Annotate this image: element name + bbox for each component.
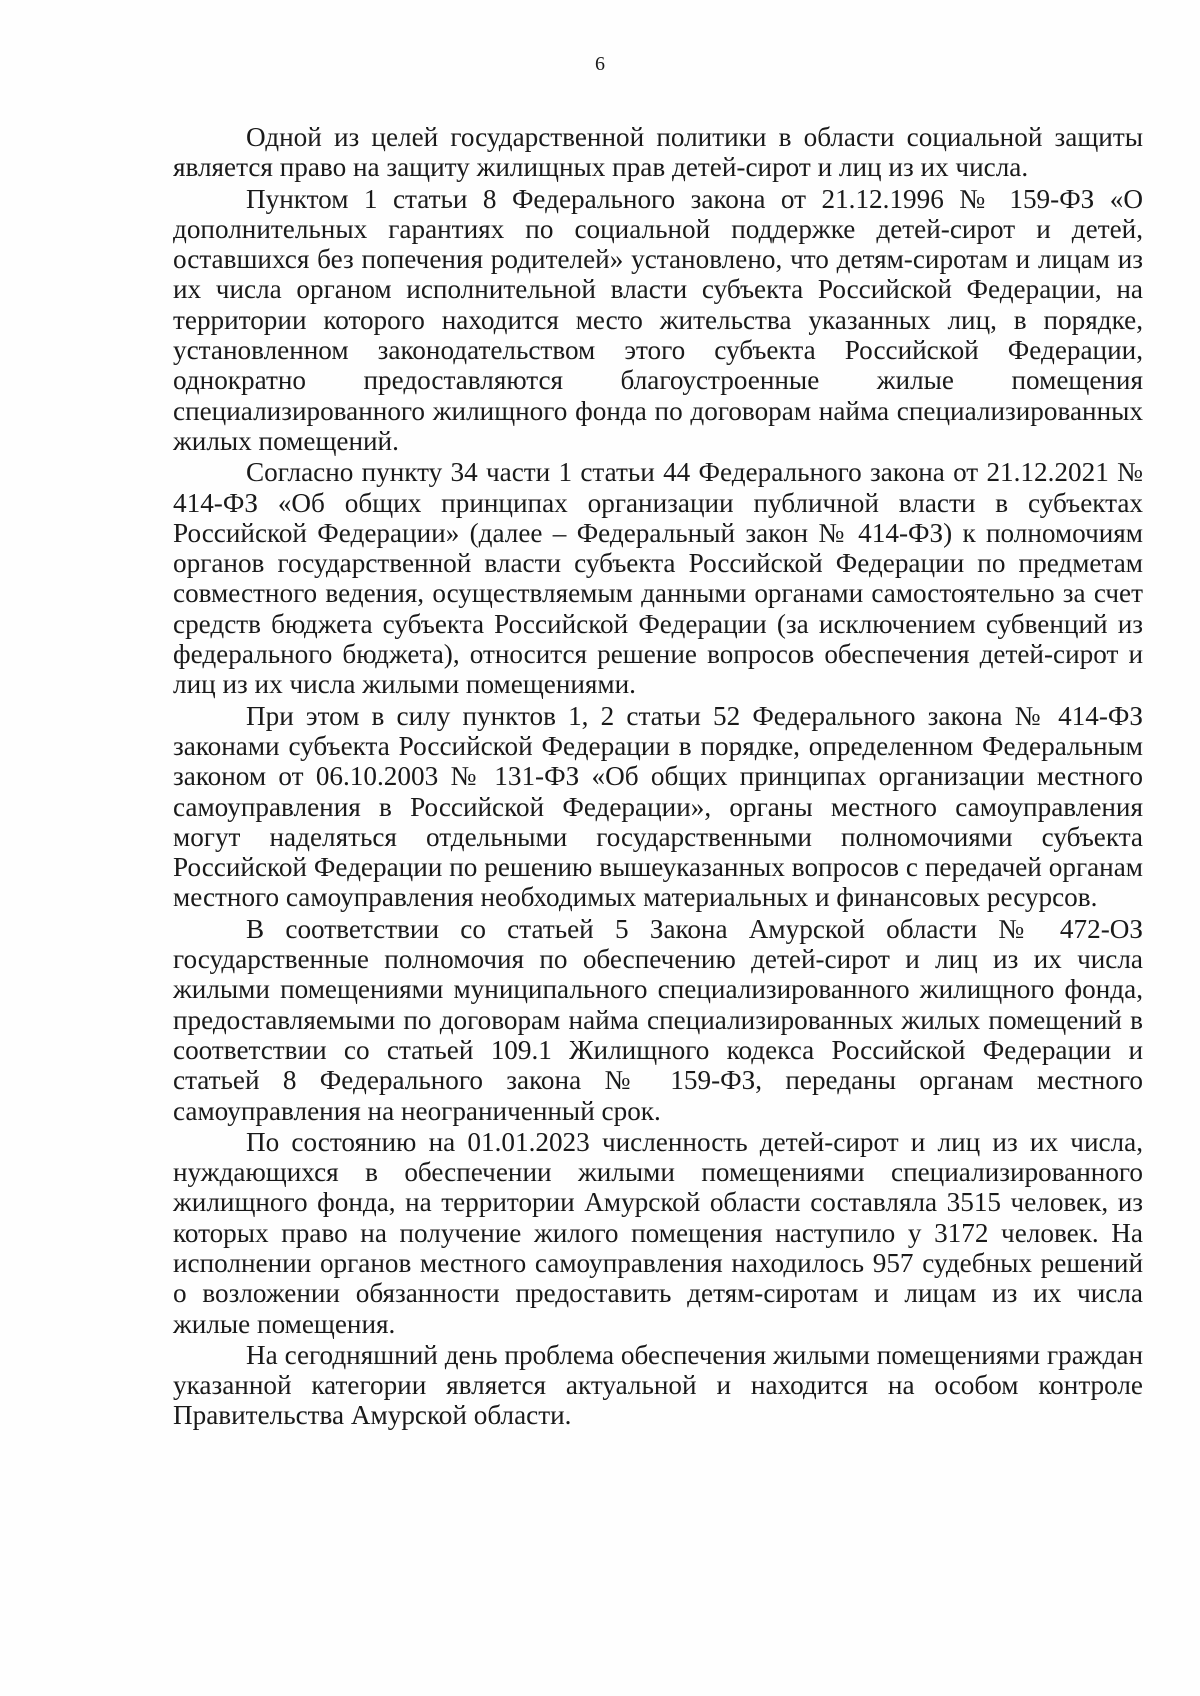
paragraph-current-problem: На сегодняшний день проблема обеспечения жилыми помещениями граждан указанной категории является актуальной и находится на особом контроле Правительства Амурской области.: [173, 1339, 1143, 1431]
paragraph-federal-law-414: Согласно пункту 34 части 1 статьи 44 Федерального закона от 21.12.2021 № 414-ФЗ «Об общих принципах организации публичной власти в субъектах Российской Федерации» (далее – Федеральный закон № 414-ФЗ) к полномочиям органов государственной власти субъекта Российской Федерации по предметам совместного ведения, осуществляемым данными органами самостоятельно за счет средств бюджета субъекта Российской Федерации (за исключением субвенций из федерального бюджета), относится решение вопросов обеспечения детей-сирот и лиц из их числа жилыми помещениями.: [173, 457, 1143, 700]
document-body: [173, 122, 1143, 1431]
paragraph-federal-law-159: Пунктом 1 статьи 8 Федерального закона от 21.12.1996 № 159-ФЗ «О дополнительных гарантиях по социальной поддержке детей-сирот и детей, оставшихся без попечения родителей» установлено, что детям-сиротам и лицам из их числа органом исполнительной власти субъекта Российской Федерации, на территории которого находится место жительства указанных лиц, в порядке, установленном законодательством этого субъекта Российской Федерации, однократно предоставляются благоустроенные жилые помещения специализированного жилищного фонда по договорам найма специализированных жилых помещений.: [173, 183, 1143, 456]
page-number: 6: [595, 53, 605, 75]
paragraph-amur-law-472: В соответствии со статьей 5 Закона Амурской области № 472-ОЗ государственные полномочия по обеспечению детей-сирот и лиц из их числа жилыми помещениями муниципального специализированного жилищного фонда, предоставляемыми по договорам найма специализированных жилых помещений в соответствии со статьей 109.1 Жилищного кодекса Российской Федерации и статьей 8 Федерального закона № 159-ФЗ, переданы органам местного самоуправления на неограниченный срок.: [173, 913, 1143, 1126]
paragraph-local-self-government-powers: При этом в силу пунктов 1, 2 статьи 52 Федерального закона № 414-ФЗ законами субъекта Российской Федерации в порядке, определенном Федеральным законом от 06.10.2003 № 131-ФЗ «Об общих принципах организации местного самоуправления в Российской Федерации», органы местного самоуправления могут наделяться отдельными государственными полномочиями субъекта Российской Федерации по решению вышеуказанных вопросов с передачей органам местного самоуправления необходимых материальных и финансовых ресурсов.: [173, 700, 1143, 913]
paragraph-statistics-2023: По состоянию на 01.01.2023 численность детей-сирот и лиц из их числа, нуждающихся в обеспечении жилыми помещениями специализированного жилищного фонда, на территории Амурской области составляла 3515 человек, из которых право на получение жилого помещения наступило у 3172 человек. На исполнении органов местного самоуправления находилось 957 судебных решений о возложении обязанности предоставить детям-сиротам и лицам из их числа жилые помещения.: [173, 1126, 1143, 1339]
paragraph-social-protection-goal: Одной из целей государственной политики в области социальной защиты является право на защиту жилищных прав детей-сирот и лиц из их числа.: [173, 122, 1143, 183]
